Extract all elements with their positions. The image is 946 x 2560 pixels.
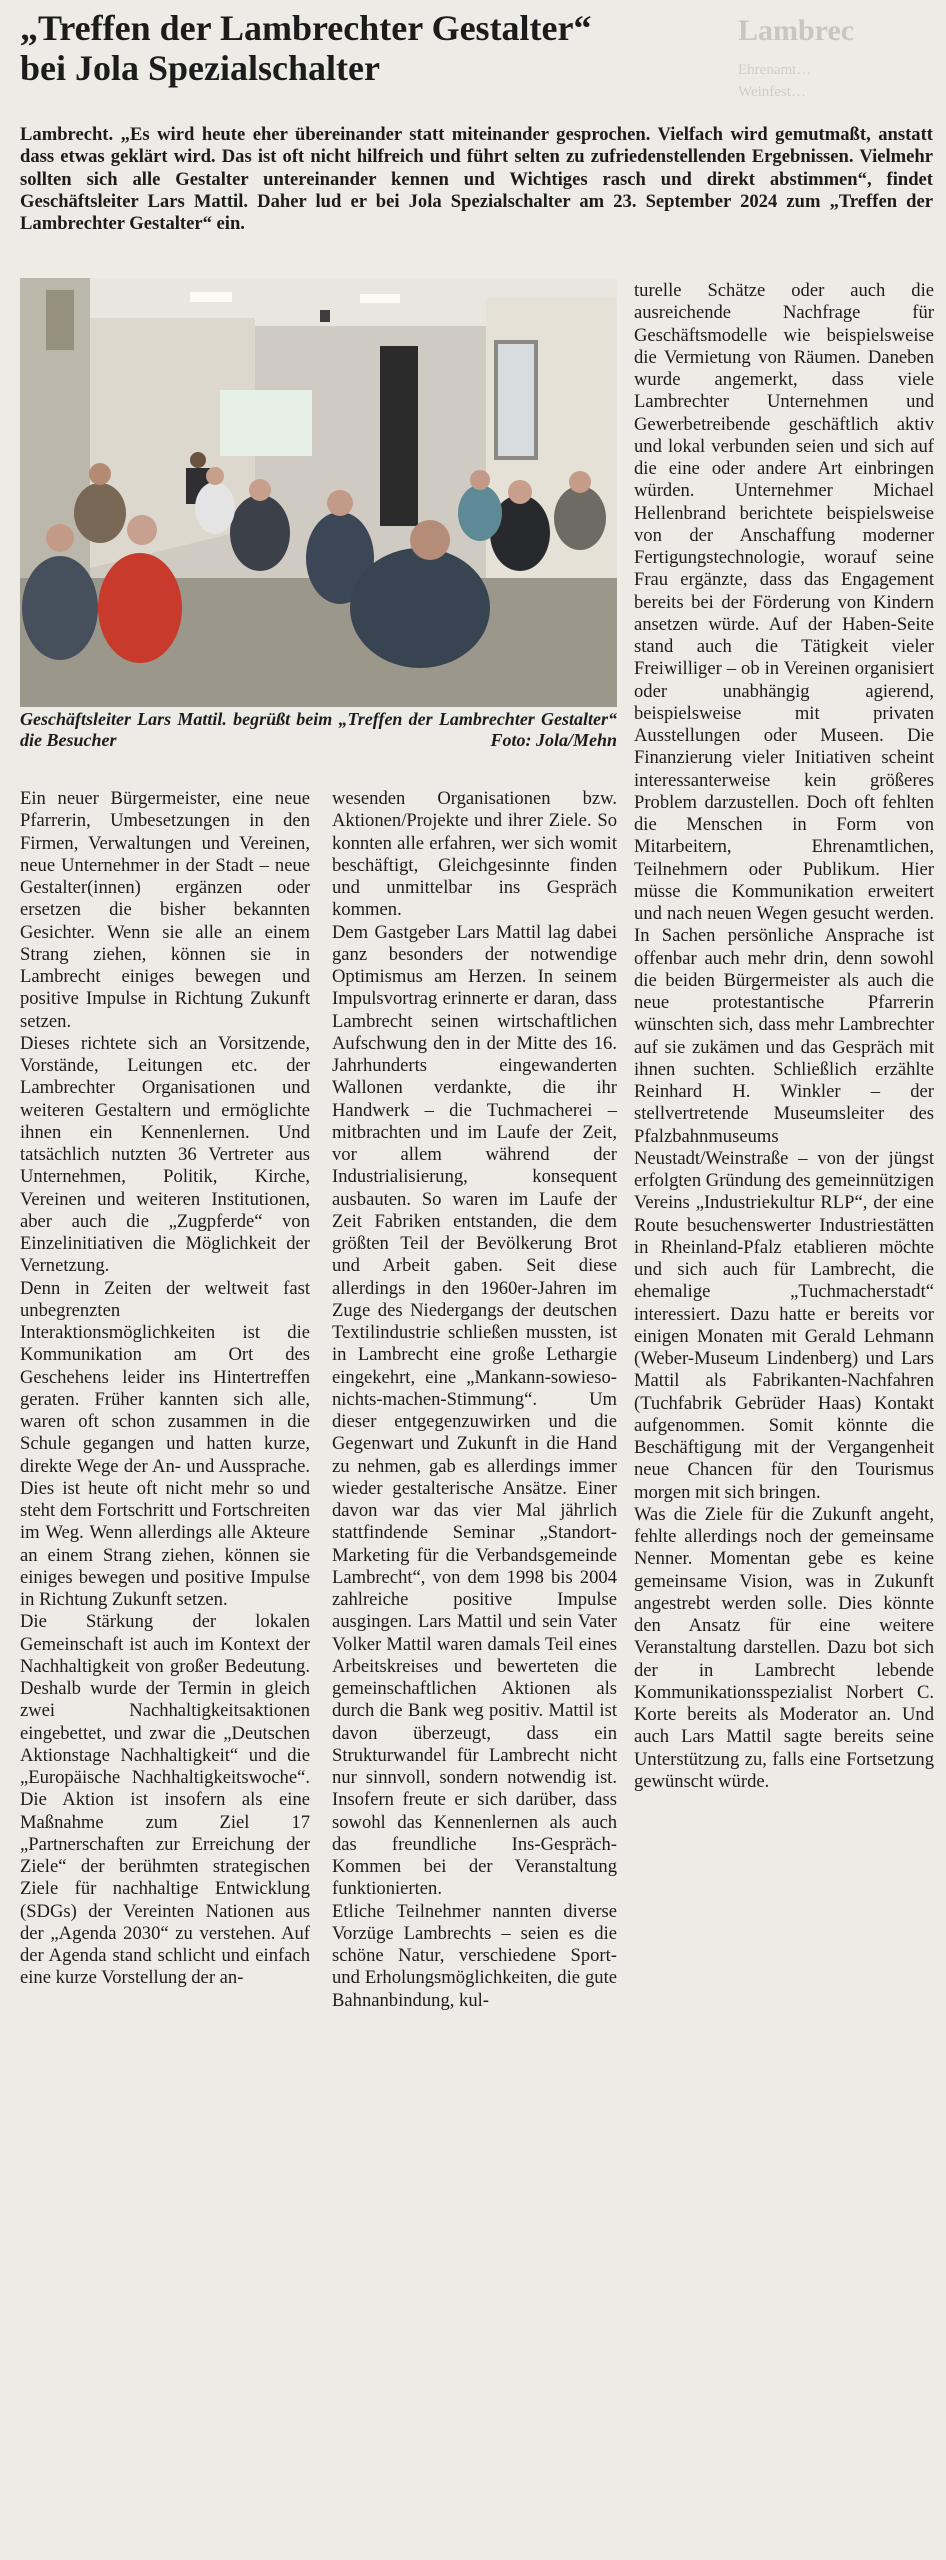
headline-line-2: bei Jola Spezialschalter [20,48,380,88]
photo-credit: Foto: Jola/Mehn [490,730,617,750]
body-paragraph: Ein neuer Bürgermeister, eine neue Pfarrerin, Umbesetzungen in den Firmen, Verwaltungen und Vereinen, neue Unternehmer in der Stadt – neue Gestalter(innen) ergänzen oder ersetzen die bisher bekannten Gesichter. Wenn sie alle an einem Strang ziehen, können sie in Lambrecht einiges bewegen und positive Impulse in Richtung Zukunft setzen. [20,788,310,1032]
article-headline [20,8,720,88]
body-paragraph: turelle Schätze oder auch die ausreichende Nachfrage für Geschäftsmodelle wie beispielsweise die Vermietung von Räumen. Daneben wurde angemerkt, dass viele Lambrechter Unternehmen und Gewerbetreibende geschäftlich aktiv und lokal verbunden seien und sich auf die eine oder andere Art einbringen würden. Unternehmer Michael Hellenbrand berichtete beispielsweise von der Anschaffung moderner Fertigungstechnologie, worauf seine Frau ergänzte, dass das Engagement bereits bei der Förderung von Kindern ansetzen würde. Auf der Haben-Seite stand auch die Tätigkeit vieler Freiwilliger – ob in Vereinen organisiert oder unabhängig agierend, beispielsweise mit privaten Ausstellungen oder Museen. Die Finanzierung vieler Initiativen scheint interessanterweise kein größeres Problem darzustellen. Doch oft fehlten die Menschen in Form von Mitarbeitern, Ehrenamtlichen, Teilnehmern oder Publikum. Hier müsse die Kommunikation erweitert und nach neuen Wegen gesucht werden. In Sachen persönliche Ansprache ist offenbar auch mehr drin, denn sowohl die beiden Bürgermeister als auch die neue protestantische Pfarrerin wünschten sich, dass mehr Lambrechter auf sie zukämen und das Gespräch mit ihnen suchten. Schließlich erzählte Reinhard H. Winkler – der stellvertretende Museumsleiter des Pfalzbahnmuseums Neustadt/Weinstraße – von der jüngst erfolgten Gründung des gemeinnützigen Vereins „Industriekultur RLP“, der eine Route besuchenswerter Industriestätten in Rheinland-Pfalz etablieren möchte und sich auch für Lambrecht, die ehemalige „Tuchmacherstadt“ interessiert. Dazu hatte er bereits vor einigen Monaten mit Gerald Lehmann (Weber-Museum Lindenberg) und Lars Mattil als Fabrikanten-Nachfahren (Tuchfabrik Gebrüder Haas) Kontakt aufgenommen. Somit könnte die Beschäftigung mit der Vergangenheit neue Chancen für den Tourismus morgen mit sich bringen. [634,280,934,1503]
body-paragraph: Die Stärkung der lokalen Gemeinschaft ist auch im Kontext der Nachhaltigkeit von großer Bedeutung. Deshalb wurde der Termin in gleich zwei Nachhaltigkeitsaktionen eingebettet, und zwar die „Deutschen Aktionstage Nachhaltigkeit“ und die „Europäische Nachhaltigkeitswoche“. Die Aktion ist insofern als eine Maßnahme zum Ziel 17 „Partnerschaften zur Erreichung der Ziele“ der berühmten strategischen Ziele für nachhaltige Entwicklung (SDGs) der Vereinten Nationen aus der „Agenda 2030“ zu verstehen. Auf der Agenda stand schlicht und einfach eine kurze Vorstellung der an- [20,1611,310,1989]
body-paragraph: wesenden Organisationen bzw. Aktionen/Projekte und ihrer Ziele. So konnten alle erfahren, wer sich womit beschäftigt, Gleichgesinnte finden und unmittelbar ins Gespräch kommen. [332,788,617,921]
body-paragraph: Was die Ziele für die Zukunft angeht, fehlte allerdings noch der gemeinsame Nenner. Momentan gebe es keine gemeinsame Vision, was in Zukunft angestrebt werden solle. Dies könnte den Ansatz für eine weitere Veranstaltung darstellen. Dazu bot sich der in Lambrecht lebende Kommunikationsspezialist Norbert C. Korte bereits als Moderator an. Und auch Lars Mattil sagte bereits seine Unterstützung zu, falls eine Fortsetzung gewünscht würde. [634,1503,934,1792]
adjacent-article-line: Ehrenamt… [738,62,812,78]
body-paragraph: Etliche Teilnehmer nannten diverse Vorzüge Lambrechts – seien es die schöne Natur, verschiedene Sport- und Erholungsmöglichkeiten, die gute Bahnanbindung, kul- [332,1900,617,2011]
headline-line-1: „Treffen der Lambrechter Gestalter“ [20,8,592,48]
article-photo [20,278,617,707]
adjacent-article-headline: Lambrec [738,14,855,47]
photo-caption-text: Geschäftsleiter Lars Mattil. begrüßt beim „Treffen der Lambrechter Gestalter“ die Besucher [20,709,617,750]
article-column-3 [634,280,934,1793]
body-paragraph: Dem Gastgeber Lars Mattil lag dabei ganz besonders der notwendige Optimismus am Herzen. In seinem Impulsvortrag erinnerte er daran, dass Lambrecht seinen wirtschaftlichen Aufschwung den in der Mitte des 16. Jahrhunderts eingewanderten Wallonen verdankte, die ihr Handwerk – die Tuchmacherei – mitbrachten und im Laufe der Zeit, vor allem während der Industrialisierung, konsequent ausbauten. So waren im Laufe der Zeit Fabriken entstanden, die dem größten Teil der Bevölkerung Brot und Arbeit gaben. Seit diese allerdings in den 1960er-Jahren im Zuge des Niedergangs der deutschen Textilindustrie schließen mussten, ist in Lambrecht eine große Lethargie eingekehrt, eine „Mankann-sowieso-nichts-machen-Stimmung“. Um dieser entgegenzuwirken und die Gegenwart und Zukunft in die Hand zu nehmen, gab es allerdings immer wieder gestalterische Ansätze. Einer davon war das vier Mal jährlich stattfindende Seminar „Standort-Marketing für die Verbandsgemeinde Lambrecht“, von dem 1998 bis 2004 zahlreiche positive Impulse ausgingen. Lars Mattil und sein Vater Volker Mattil waren damals Teil eines Arbeitskreises und bewerteten die gemeinschaftlichen Aktionen als durch die Bank weg positiv. Mattil ist davon überzeugt, dass ein Strukturwandel für Lambrecht nicht nur sinnvoll, sondern notwendig ist. Insofern freute er sich darüber, dass sowohl das Kennenlernen als auch das freundliche Ins-Gespräch-Kommen bei der Veranstaltung funktionierten. [332,921,617,1900]
body-paragraph: Dieses richtete sich an Vorsitzende, Vorstände, Leitungen etc. der Lambrechter Organisationen und weiteren Gestaltern und ermöglichte ihnen ein Kennenlernen. Und tatsächlich nutzten 36 Vertreter aus Unternehmen, Politik, Kirche, Vereinen und weiteren Institutionen, aber auch die „Zugpferde“ von Einzelinitiativen die Möglichkeit der Vernetzung. [20,1032,310,1277]
body-paragraph: Denn in Zeiten der weltweit fast unbegrenzten Interaktionsmöglichkeiten ist die Kommunikation am Ort des Geschehens leider ins Hintertreffen geraten. Früher kannten sich alle, waren oft schon zusammen in die Schule gegangen und hatten kurze, direkte Wege der An- und Aussprache. Dies ist heute oft nicht mehr so und steht dem Fortschritt und Fortschreiten im Weg. Wenn allerdings alle Akteure an einem Strang ziehen, können sie einiges bewegen und positive Impulse in Richtung Zukunft setzen. [20,1277,310,1610]
article-lead: Lambrecht. „Es wird heute eher übereinander statt miteinander gesprochen. Vielfach wird gemutmaßt, anstatt dass etwas geklärt wird. Das ist oft nicht hilfreich und führt selten zu zufriedenstellenden Ergebnissen. Vielmehr sollten sich alle Gestalter untereinander kennen und Wichtiges rasch und direkt abstimmen“, findet Geschäftsleiter Lars Mattil. Daher lud er bei Jola Spezialschalter am 23. September 2024 zum „Treffen der Lambrechter Gestalter“ ein. [20,124,933,235]
article-column-2 [332,788,617,2012]
adjacent-article-line: Weinfest… [738,84,806,100]
article-column-1 [20,788,310,1990]
photo-caption [20,709,617,751]
